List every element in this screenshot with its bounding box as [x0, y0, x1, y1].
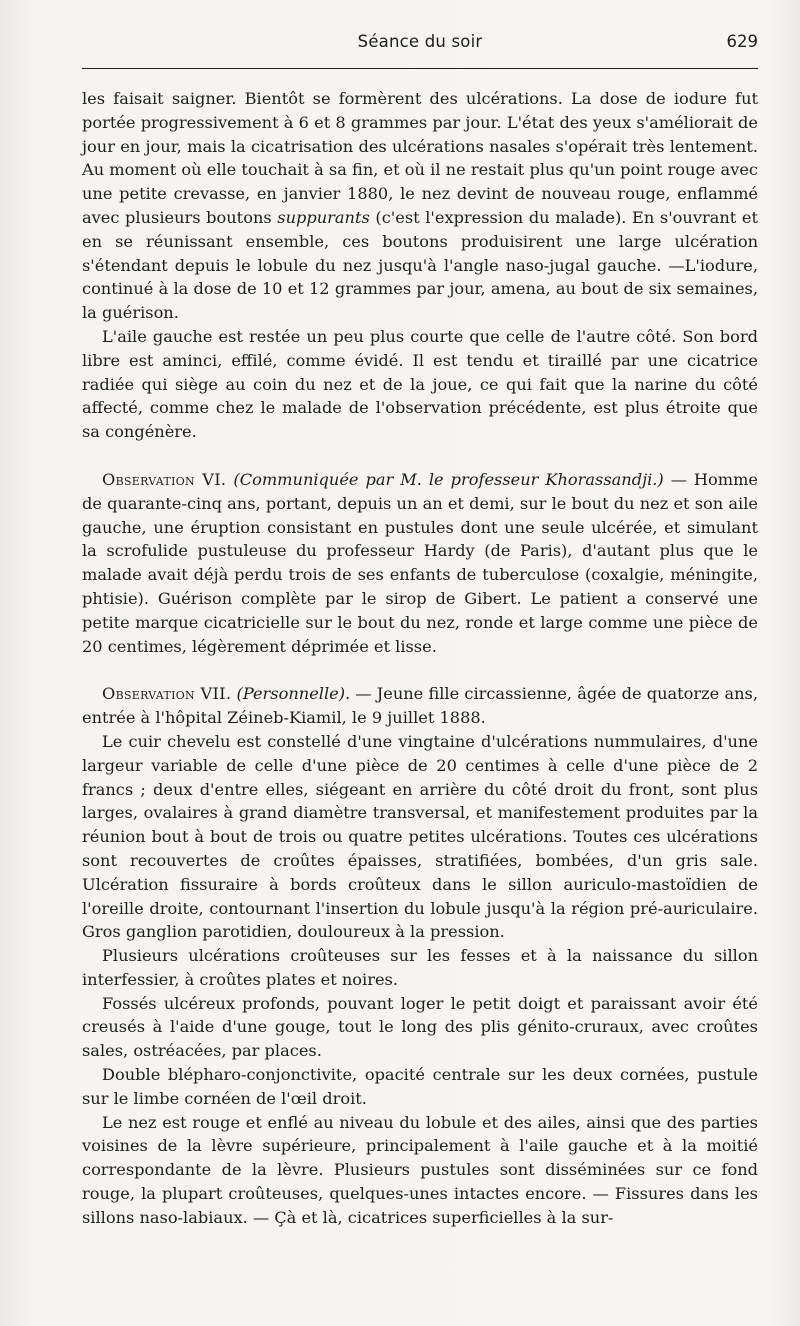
- paragraph: Double blépharo-conjonctivite, opacité centrale sur les deux cornées, pustule sur le limbe cornéen de l'œil droit.: [82, 1065, 758, 1108]
- observation-label: Observation VI.: [102, 469, 227, 489]
- paragraph: Le nez est rouge et enflé au niveau du lobule et des ailes, ainsi que des parties voisines de la lèvre supérieure, principalement à l'aile gauche et à la moitié correspondante de la lèvre. Plusieurs pustules sont disséminées sur ce fond rouge, la plupart croûteuses, quelques-unes intactes encore. — Fissures dans les sillons naso-labiaux. — Çà et là, cicatrices superficielles à la sur-: [82, 1112, 758, 1227]
- paragraph: Plusieurs ulcérations croûteuses sur les fesses et à la naissance du sillon interfessier, à croûtes plates et noires.: [82, 946, 758, 989]
- body-text: [82, 87, 758, 1230]
- paragraph-continuation: les faisait saigner. Bientôt se formèrent des ulcérations. La dose de iodure fut portée progressivement à 6 et 8 grammes par jour. L'état des yeux s'améliorait de jour en jour, mais la cicatrisation des ulcérations nasales s'opérait très lentement. Au moment où elle touchait à sa fin, et où il ne restait plus qu'un point rouge avec une petite crevasse, en janvier 1880, le nez devint de nouveau rouge, enflammé avec plusieurs boutons suppurants (c'est l'expression du malade). En s'ouvrant et en se réunissant ensemble, ces boutons produisirent une large ulcération s'étendant depuis le lobule du nez jusqu'à l'angle naso-jugal gauche. —L'iodure, continué à la dose de 10 et 12 grammes par jour, amena, au bout de six semaines, la guérison.: [82, 89, 758, 323]
- paragraph: Fossés ulcéreux profonds, pouvant loger le petit doigt et paraissant avoir été creusés à l'aide d'une gouge, tout le long des plis génito-cruraux, avec croûtes sales, ostréacées, par places.: [82, 993, 758, 1061]
- paragraph: L'aile gauche est restée un peu plus courte que celle de l'autre côté. Son bord libre est aminci, effilé, comme évidé. Il est tendu et tiraillé par une cicatrice radiée qui siège au coin du nez et de la joue, ce qui fait que la narine du côté affecté, comme chez le malade de l'observation précédente, est plus étroite que sa congénère.: [82, 326, 758, 442]
- observation-source: (Communiquée par M. le professeur Khorassandji.): [233, 469, 664, 489]
- paragraph: Le cuir chevelu est constellé d'une vingtaine d'ulcérations nummulaires, d'une largeur variable de celle d'une pièce de 20 centimes à celle d'une pièce de 2 francs ; deux d'entre elles, siégeant en arrière du côté droit du front, sont plus larges, ovalaires à grand diamètre transversal, et manifestement produites par la réunion bout à bout de trois ou quatre petites ulcérations. Toutes ces ulcérations sont recouvertes de croûtes épaisses, stratifiées, bombées, d'un gris sale. Ulcération fissuraire à bords croûteux dans le sillon auriculo-mastoïdien de l'oreille droite, contournant l'insertion du lobule jusqu'à la région pré-auriculaire. Gros ganglion parotidien, douloureux à la pression.: [82, 731, 758, 942]
- observation-vi: Observation VI. (Communiquée par M. le professeur Khorassandji.) — Homme de quarante-cinq ans, portant, depuis un an et demi, sur le bout du nez et son aile gauche, une éruption consistant en pustules dont une seule ulcérée, et simulant la scrofulide pustuleuse du professeur Hardy (de Paris), d'autant plus que le malade avait déjà perdu trois de ses enfants de tuberculose (coxalgie, méningite, phtisie). Guérison complète par le sirop de Gibert. Le patient a conservé une petite marque cicatricielle sur le bout du nez, ronde et large comme une pièce de 20 centimes, légèrement déprimée et lisse.: [82, 469, 759, 656]
- page-header: [82, 32, 758, 62]
- observation-source: (Personnelle).: [236, 684, 351, 704]
- header-rule: [82, 68, 758, 69]
- page-number: 629: [726, 32, 758, 51]
- running-title: Séance du soir: [357, 32, 483, 51]
- observation-vii: Observation VII. (Personnelle). — Jeune fille circassienne, âgée de quatorze ans, entrée à l'hôpital Zéineb-Kiamil, le 9 juillet 1888.: [82, 684, 758, 728]
- observation-label: Observation VII.: [102, 684, 232, 704]
